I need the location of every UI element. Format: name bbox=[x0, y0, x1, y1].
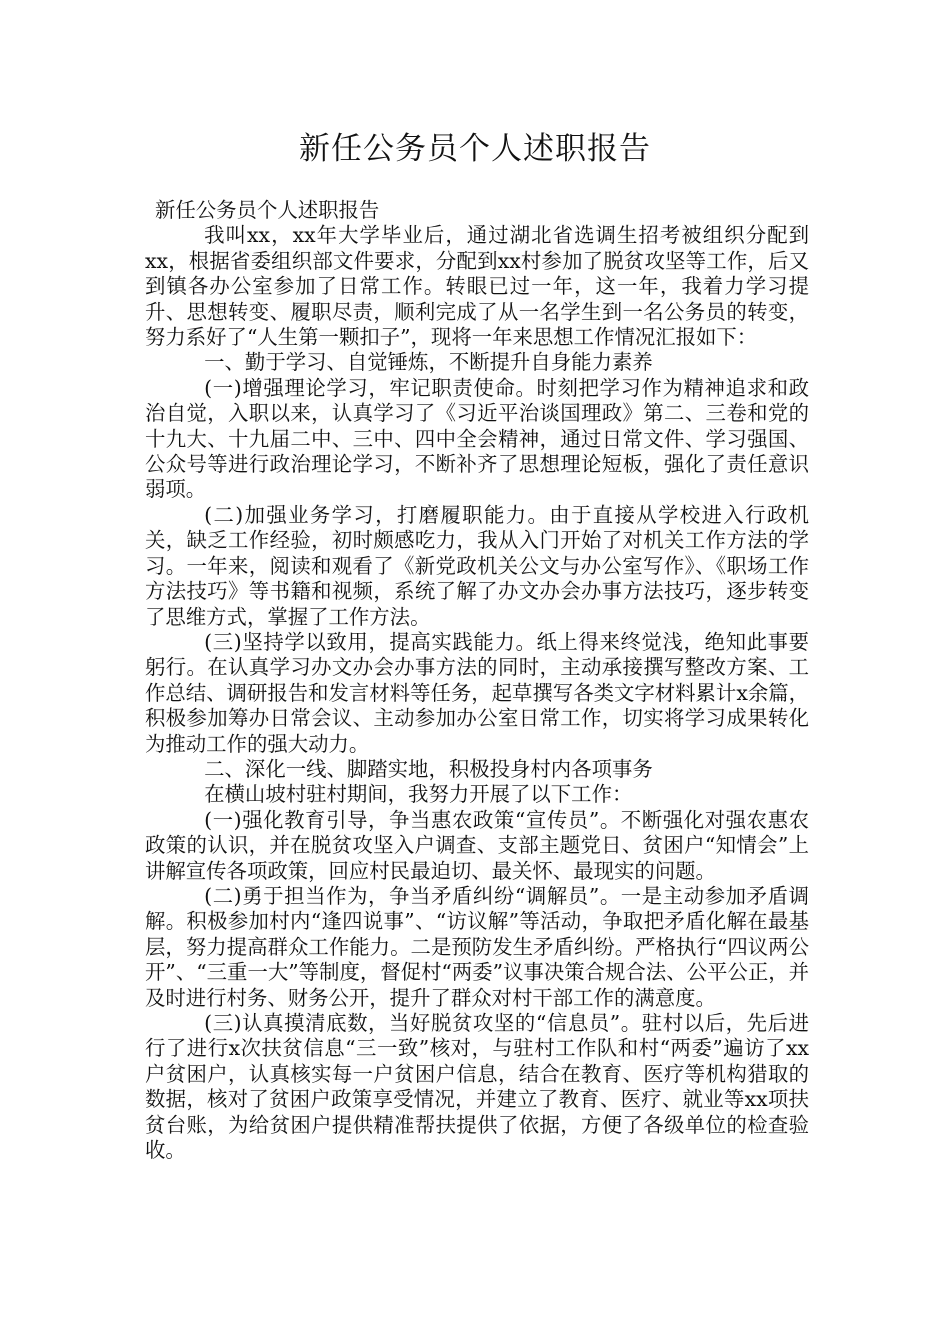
section-heading-1: 一、勤于学习、自觉锤炼，不断提升自身能力素养 bbox=[204, 350, 653, 375]
intro-paragraph: 我叫xx，xx年大学毕业后，通过湖北省选调生招考被组织分配到xx，根据省委组织部文件要求，分配到xx村参加了脱贫攻坚等工作，后又到镇各办公室参加了日常工作。转眼已过一年，这一年，我着力学习提升、思想转变、履职尽责，顺利完成了从一名学生到一名公务员的转变，努力系好了“人生第一颗扣子”，现将一年来思想工作情况汇报如下： bbox=[145, 223, 809, 350]
paragraph-1-3: (三)坚持学以致用，提高实践能力。纸上得来终觉浅，绝知此事要躬行。在认真学习办文办会办事方法的同时，主动承接撰写整改方案、工作总结、调研报告和发言材料等任务，起草撰写各类文字材料累计x余篇，积极参加筹办日常会议、主动参加办公室日常工作，切实将学习成果转化为推动工作的强大动力。 bbox=[145, 629, 809, 756]
document-body bbox=[145, 198, 809, 1163]
section-heading-2: 二、深化一线、脚踏实地，积极投身村内各项事务 bbox=[204, 756, 653, 781]
paragraph-1-1: (一)增强理论学习，牢记职责使命。时刻把学习作为精神追求和政治自觉，入职以来，认真学习了《习近平治谈国理政》第二、三卷和党的十九大、十九届二中、三中、四中全会精神，通过日常文件、学习强国、公众号等进行政治理论学习，不断补齐了思想理论短板，强化了责任意识弱项。 bbox=[145, 375, 809, 502]
paragraph-2-2: (二)勇于担当作为，争当矛盾纠纷“调解员”。一是主动参加矛盾调解。积极参加村内“逢四说事”、“访议解”等活动，争取把矛盾化解在最基层，努力提高群众工作能力。二是预防发生矛盾纠纷。严格执行“四议两公开”、“三重一大”等制度，督促村“两委”议事决策合规合法、公平公正，并及时进行村务、财务公开，提升了群众对村干部工作的满意度。 bbox=[145, 883, 809, 1010]
paragraph-2-1: (一)强化教育引导，争当惠农政策“宣传员”。不断强化对强农惠农政策的认识，并在脱贫攻坚入户调查、支部主题党日、贫困户“知情会”上讲解宣传各项政策，回应村民最迫切、最关怀、最现实的问题。 bbox=[145, 807, 809, 883]
paragraph-1-2: (二)加强业务学习，打磨履职能力。由于直接从学校进入行政机关，缺乏工作经验，初时颇感吃力，我从入门开始了对机关工作方法的学习。一年来，阅读和观看了《新党政机关公文与办公室写作》、《职场工作方法技巧》等书籍和视频，系统了解了办文办会办事方法技巧，逐步转变了思维方式，掌握了工作方法。 bbox=[145, 502, 809, 629]
section-2-intro: 在横山坡村驻村期间，我努力开展了以下工作： bbox=[204, 782, 633, 807]
body-subtitle: 新任公务员个人述职报告 bbox=[155, 198, 380, 222]
document-title: 新任公务员个人述职报告 bbox=[299, 131, 651, 167]
paragraph-2-3: (三)认真摸清底数，当好脱贫攻坚的“信息员”。驻村以后，先后进行了进行x次扶贫信息“三一致”核对，与驻村工作队和村“两委”遍访了xx户贫困户，认真核实每一户贫困户信息，结合在教育、医疗等机构猎取的数据，核对了贫困户政策享受情况，并建立了教育、医疗、就业等xx项扶贫台账，为给贫困户提供精准帮扶提供了依据，方便了各级单位的检查验收。 bbox=[145, 1011, 809, 1163]
